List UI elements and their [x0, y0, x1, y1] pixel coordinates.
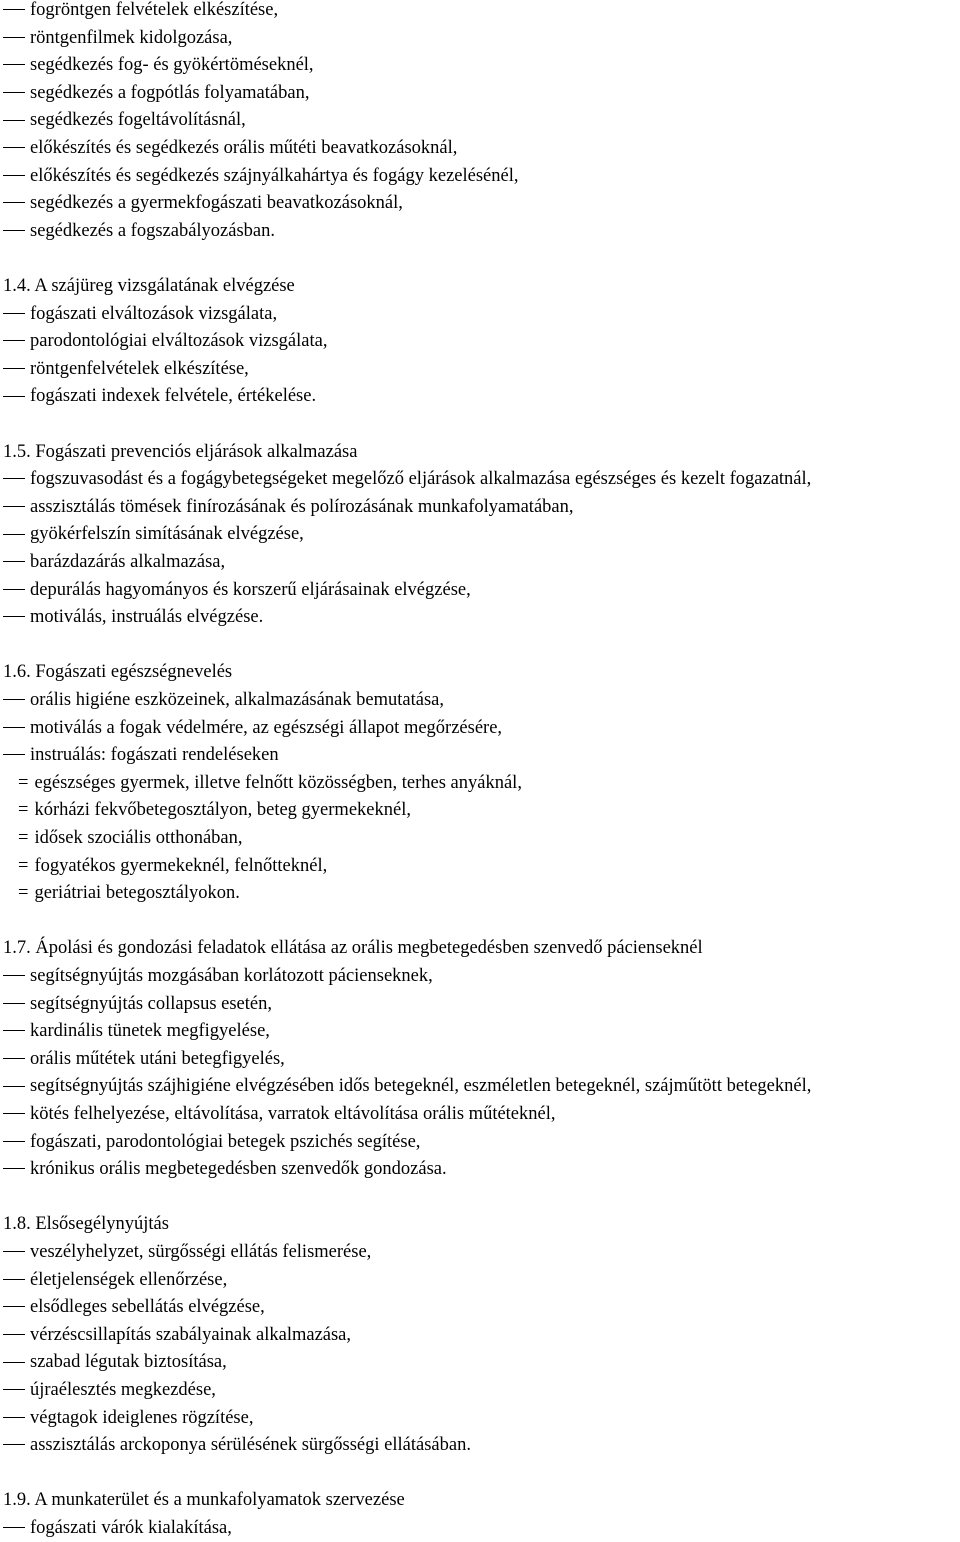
- list-item-text: motiválás, instruálás elvégzése.: [30, 607, 264, 628]
- dash-bullet-icon: [3, 120, 25, 121]
- list-item: [3, 1349, 227, 1376]
- equals-bullet: =: [18, 883, 29, 904]
- dash-bullet-icon: [3, 1113, 25, 1114]
- list-item: [3, 687, 444, 714]
- list-item-text: fogászati, parodontológiai betegek pszichés segítése,: [30, 1131, 421, 1152]
- section-heading: [3, 659, 232, 686]
- section-heading-text: 1.8. Elsősegélynyújtás: [3, 1214, 169, 1235]
- dash-bullet-icon: [3, 396, 25, 397]
- list-item: [3, 1129, 420, 1156]
- dash-bullet-icon: [3, 340, 25, 341]
- list-item-text: asszisztálás tömések finírozásának és polírozásának munkafolyamatában,: [30, 496, 574, 517]
- equals-bullet: =: [18, 855, 29, 876]
- list-item-text: asszisztálás arckoponya sérülésének sürgősségi ellátásában.: [30, 1435, 471, 1456]
- section-heading: [3, 439, 357, 466]
- dash-bullet-icon: [3, 202, 25, 203]
- list-item-text: parodontológiai elváltozások vizsgálata,: [30, 331, 328, 352]
- list-item: [3, 715, 502, 742]
- section-heading: [3, 273, 295, 300]
- list-item: [18, 880, 240, 907]
- dash-bullet-icon: [3, 506, 25, 507]
- dash-bullet-icon: [3, 64, 25, 65]
- equals-bullet: =: [18, 772, 29, 793]
- list-item: [3, 1018, 270, 1045]
- list-item-text: fogyatékos gyermekeknél, felnőtteknél,: [34, 855, 328, 876]
- section-heading: [3, 1211, 169, 1238]
- list-item-text: gyökérfelszín simításának elvégzése,: [30, 524, 304, 545]
- dash-bullet-icon: [3, 616, 25, 617]
- list-item-text: fogszuvasodást és a fogágybetegségeket megelőző eljárások alkalmazása egészséges és kezelt fogazatnál,: [30, 469, 812, 490]
- list-item: [3, 218, 275, 245]
- list-item: [3, 301, 277, 328]
- list-item-text: depurálás hagyományos és korszerű eljárásainak elvégzése,: [30, 579, 471, 600]
- list-item: [3, 356, 249, 383]
- list-item-text: veszélyhelyzet, sürgősségi ellátás felismerése,: [30, 1242, 372, 1262]
- list-item: [18, 853, 327, 880]
- list-item: [3, 80, 309, 107]
- dash-bullet-icon: [3, 589, 25, 590]
- list-item-text: segítségnyújtás szájhigiéne elvégzésében idős betegeknél, eszméletlen betegeknél, szájműtött betegeknél,: [30, 1076, 812, 1097]
- dash-bullet-icon: [3, 230, 25, 231]
- list-item-text: fogászati elváltozások vizsgálata,: [30, 303, 278, 324]
- dash-bullet-icon: [3, 478, 25, 479]
- dash-bullet-icon: [3, 1444, 25, 1445]
- list-item-text: kötés felhelyezése, eltávolítása, varratok eltávolítása orális műtéteknél,: [30, 1104, 556, 1124]
- dash-bullet-icon: [3, 1003, 25, 1004]
- dash-bullet-icon: [3, 175, 25, 176]
- equals-bullet: =: [18, 828, 29, 848]
- list-item: [3, 577, 471, 604]
- list-item-text: segédkezés a fogpótlás folyamatában,: [30, 82, 310, 103]
- section-heading: [3, 935, 703, 962]
- dash-bullet-icon: [3, 1086, 25, 1087]
- list-item: [18, 770, 522, 797]
- list-item-text: életjelenségek ellenőrzése,: [30, 1269, 228, 1290]
- list-item: [3, 1432, 471, 1459]
- list-item: [3, 163, 518, 190]
- list-item-text: vérzéscsillapítás szabályainak alkalmazása,: [30, 1324, 352, 1345]
- dash-bullet-icon: [3, 313, 25, 314]
- list-item: [3, 494, 574, 521]
- list-item-text: újraélesztés megkezdése,: [30, 1380, 216, 1400]
- list-item-text: röntgenfilmek kidolgozása,: [30, 27, 233, 48]
- section-heading-text: 1.6. Fogászati egészségnevelés: [3, 662, 233, 683]
- list-item: [3, 963, 433, 990]
- list-item-text: előkészítés és segédkezés orális műtéti beavatkozásoknál,: [30, 138, 458, 158]
- equals-bullet: =: [18, 800, 29, 821]
- list-item: [3, 328, 327, 355]
- list-item-text: előkészítés és segédkezés szájnyálkahártya és fogágy kezelésénél,: [30, 165, 519, 186]
- list-item-text: kórházi fekvőbetegosztályon, beteg gyermekeknél,: [34, 800, 411, 821]
- list-item-text: motiválás a fogak védelmére, az egészségi állapot megőrzésére,: [30, 717, 503, 738]
- list-item: [3, 1239, 371, 1266]
- dash-bullet-icon: [3, 534, 25, 535]
- list-item-text: orális higiéne eszközeinek, alkalmazásának bemutatása,: [30, 690, 445, 710]
- section-heading-text: 1.5. Fogászati prevenciós eljárások alkalmazása: [3, 441, 358, 462]
- list-item-text: végtagok ideiglenes rögzítése,: [30, 1407, 254, 1428]
- list-item: [3, 1073, 811, 1100]
- list-item-text: geriátriai betegosztályokon.: [34, 883, 240, 904]
- list-item-text: kardinális tünetek megfigyelése,: [30, 1021, 270, 1042]
- list-item-text: barázdazárás alkalmazása,: [30, 552, 226, 572]
- list-item: [3, 1515, 232, 1542]
- list-item: [3, 742, 279, 769]
- list-item: [3, 1322, 351, 1349]
- list-item: [3, 0, 278, 24]
- list-item-text: elsődleges sebellátás elvégzése,: [30, 1297, 265, 1318]
- list-item: [3, 1267, 227, 1294]
- list-item: [3, 1405, 253, 1432]
- list-item: [3, 383, 316, 410]
- dash-bullet-icon: [3, 37, 25, 38]
- section-heading-text: 1.4. A szájüreg vizsgálatának elvégzése: [3, 276, 295, 296]
- list-item: [3, 466, 811, 493]
- list-item-text: fogászati várók kialakítása,: [30, 1518, 232, 1538]
- list-item: [3, 52, 314, 79]
- dash-bullet-icon: [3, 1306, 25, 1307]
- list-item-text: segítségnyújtás mozgásában korlátozott pácienseknek,: [30, 966, 433, 986]
- list-item: [3, 1294, 265, 1321]
- dash-bullet-icon: [3, 1417, 25, 1418]
- dash-bullet-icon: [3, 1251, 25, 1252]
- section-heading-text: 1.9. A munkaterület és a munkafolyamatok szervezése: [3, 1490, 405, 1511]
- list-item: [3, 991, 272, 1018]
- dash-bullet-icon: [3, 1334, 25, 1335]
- dash-bullet-icon: [3, 368, 25, 369]
- list-item-text: idősek szociális otthonában,: [34, 828, 243, 848]
- dash-bullet-icon: [3, 975, 25, 976]
- dash-bullet-icon: [3, 9, 25, 10]
- dash-bullet-icon: [3, 1168, 25, 1169]
- list-item-text: segédkezés a gyermekfogászati beavatkozásoknál,: [30, 193, 403, 214]
- dash-bullet-icon: [3, 1030, 25, 1031]
- list-item-text: szabad légutak biztosítása,: [30, 1352, 227, 1373]
- list-item: [3, 1046, 285, 1073]
- dash-bullet-icon: [3, 1362, 25, 1363]
- dash-bullet-icon: [3, 561, 25, 562]
- list-item: [3, 604, 263, 631]
- list-item-text: orális műtétek utáni betegfigyelés,: [30, 1048, 285, 1069]
- dash-bullet-icon: [3, 1141, 25, 1142]
- list-item-text: segédkezés a fogszabályozásban.: [30, 220, 276, 241]
- dash-bullet-icon: [3, 754, 25, 755]
- list-item: [18, 797, 411, 824]
- list-item-text: fogröntgen felvételek elkészítése,: [30, 0, 279, 20]
- list-item: [3, 1156, 447, 1183]
- list-item-text: instruálás: fogászati rendeléseken: [30, 745, 279, 766]
- dash-bullet-icon: [3, 1058, 25, 1059]
- section-heading: [3, 1487, 405, 1514]
- list-item-text: segédkezés fog- és gyökértöméseknél,: [30, 55, 314, 76]
- list-item: [3, 1101, 556, 1128]
- list-item: [18, 825, 243, 852]
- list-item: [3, 549, 225, 576]
- list-item: [3, 1377, 216, 1404]
- list-item: [3, 190, 403, 217]
- list-item: [3, 135, 457, 162]
- list-item: [3, 107, 246, 134]
- list-item-text: krónikus orális megbetegedésben szenvedők gondozása.: [30, 1159, 447, 1180]
- list-item: [3, 521, 304, 548]
- dash-bullet-icon: [3, 1279, 25, 1280]
- section-heading-text: 1.7. Ápolási és gondozási feladatok ellátása az orális megbetegedésben szenvedő pácienseknél: [3, 938, 703, 959]
- dash-bullet-icon: [3, 727, 25, 728]
- dash-bullet-icon: [3, 92, 25, 93]
- list-item-text: egészséges gyermek, illetve felnőtt közösségben, terhes anyáknál,: [34, 772, 522, 793]
- list-item: [3, 25, 232, 52]
- list-item-text: segédkezés fogeltávolításnál,: [30, 110, 246, 131]
- dash-bullet-icon: [3, 699, 25, 700]
- dash-bullet-icon: [3, 1389, 25, 1390]
- dash-bullet-icon: [3, 1527, 25, 1528]
- list-item-text: fogászati indexek felvétele, értékelése.: [30, 386, 317, 407]
- list-item-text: segítségnyújtás collapsus esetén,: [30, 993, 272, 1014]
- dash-bullet-icon: [3, 147, 25, 148]
- list-item-text: röntgenfelvételek elkészítése,: [30, 358, 249, 379]
